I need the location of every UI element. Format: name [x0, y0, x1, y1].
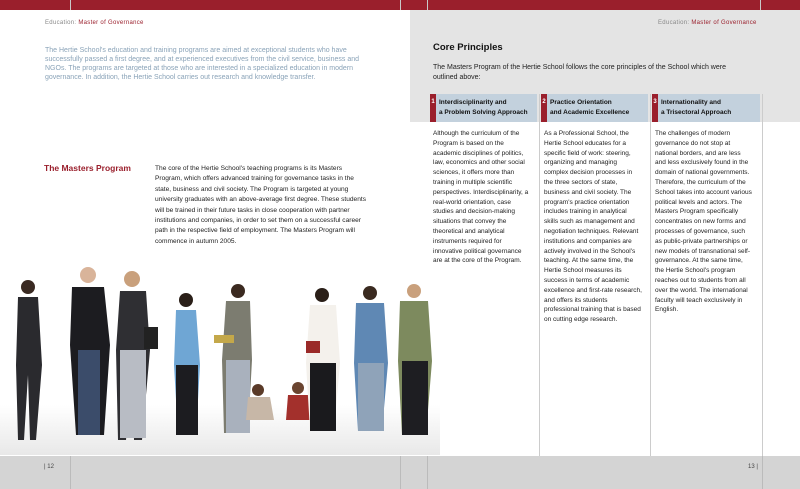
column-number: 2	[541, 94, 547, 122]
masters-program-text: The core of the Hertie School's teaching programs is its Masters Program, which offers advanced training for governance tasks in the state, business and civil society. The Program is targeted at young university graduates with an above-average first degree. These students will be trained in their future tasks in close cooperation with partner institutions and companies, in order to set them on a successful career path in the respective field of employment. The Masters Program will commence in autumn 2005.	[155, 165, 366, 245]
person-figure	[174, 293, 200, 435]
page-number-left: | 12	[44, 464, 54, 470]
header-right-section: Education:	[658, 20, 690, 26]
header-left-title: Master of Governance	[78, 20, 144, 26]
column-divider	[539, 94, 540, 456]
top-bar	[0, 0, 800, 10]
masters-program-title: The Masters Program	[44, 163, 131, 173]
column-text-1: Although the curriculum of the Program is based on the academic disciplines of politics, law, economics and other social sciences, it offers more than training in multiple scientific perspectives. Interdisciplinarity, a real-world orientation, case studies and decision-making situations that convey the theoretical and analytical instruments required for innovative political governance are at the core of the Program.	[433, 130, 529, 265]
header-left	[45, 20, 144, 26]
footer-divider	[762, 456, 763, 489]
column-number: 1	[430, 94, 436, 122]
top-bar-divider	[400, 0, 401, 10]
core-principles-title: Core Principles	[433, 42, 503, 53]
column-text-2: As a Professional School, the Hertie School educates for a specific field of work: steering, organizing and managing complex decision processes in the three sectors of state, business and civil society. The program's practice orientation includes training in analytical skills such as management and negotiation techniques. Relevant institutions and companies are actively involved in the School's teaching. At the same time, the Hertie School measures its success in terms of academic excellence and first-rate research, and offers its students professional training that is based on cutting edge research.	[544, 130, 642, 324]
header-left-section: Education:	[45, 20, 77, 26]
top-bar-divider	[427, 0, 428, 10]
footer-divider	[400, 456, 401, 489]
column-title-line: Interdisciplinarity and	[439, 99, 507, 106]
column-text-3: The challenges of modern governance do not stop at national borders, and are less and less exclusively found in the domain of national governments. Therefore, the curriculum of the School takes into account various political levels and actors. The Masters Program specifically concentrates on new forms and processes of governance, such as public-private partnerships or new models of transnational self-governance. At the same time, the Hertie School's program reaches out to students from all over the world. The international faculty will teach exclusively in English.	[655, 130, 752, 314]
top-bar-divider	[70, 0, 71, 10]
students-photo	[0, 255, 440, 455]
person-figure	[398, 284, 432, 435]
column-title-line: Practice Orientation	[550, 99, 612, 106]
footer-bar	[0, 456, 800, 489]
intro-paragraph: The Hertie School's education and training programs are aimed at exceptional students who have successfully passed a first degree, and at experienced executives from the civil service, business and NGOs. The programs are targeted at those who are interested in a specialized education in modern governance. In addition, the Hertie School carries out research and knowledge transfer.	[45, 47, 359, 81]
column-title-line: and Academic Excellence	[550, 109, 630, 116]
person-figure	[354, 286, 388, 431]
column-header-2	[541, 94, 648, 122]
core-principles-text: The Masters Program of the Hertie School follows the core principles of the School which were outlined above:	[433, 64, 726, 81]
top-bar-divider	[760, 0, 761, 10]
column-title-line: a Problem Solving Approach	[439, 109, 528, 116]
footer-divider	[427, 456, 428, 489]
footer-divider	[70, 456, 71, 489]
column-title-line: Internationality and	[661, 99, 721, 106]
column-number: 3	[652, 94, 658, 122]
person-figure	[306, 288, 340, 431]
column-divider	[650, 94, 651, 456]
column-header-3	[652, 94, 760, 122]
header-right	[658, 20, 757, 26]
column-title-line: a Trisectoral Approach	[661, 109, 732, 116]
header-right-title: Master of Governance	[691, 20, 757, 26]
column-header-1	[430, 94, 537, 122]
page-number-right: 13 |	[748, 464, 758, 470]
column-divider	[762, 94, 763, 456]
person-figure	[70, 267, 110, 435]
